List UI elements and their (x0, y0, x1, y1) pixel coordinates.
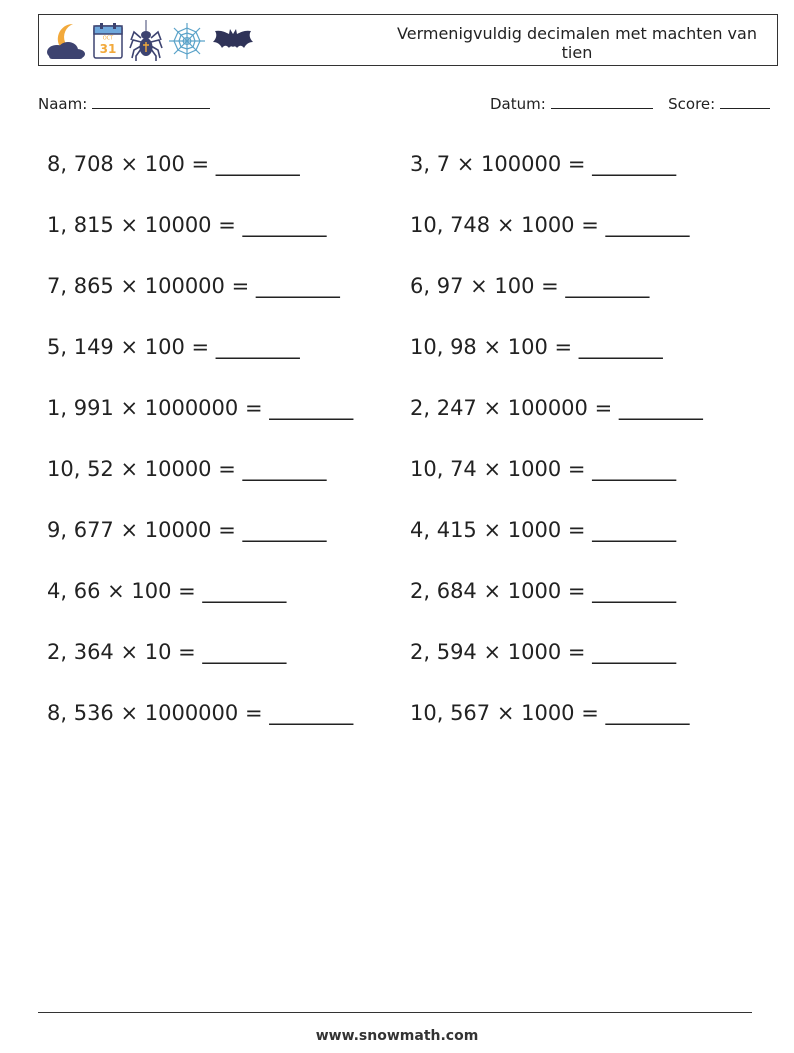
problem-right-5: 2, 247 × 100000 = ________ (410, 396, 703, 420)
problem-left-6: 10, 52 × 10000 = ________ (47, 457, 327, 481)
calendar-oct-31-icon (91, 20, 125, 62)
problem-left-4: 5, 149 × 100 = ________ (47, 335, 300, 359)
problem-left-3: 7, 865 × 100000 = ________ (47, 274, 340, 298)
calendar-month-text: OCT (102, 35, 114, 42)
spiderweb-icon (167, 20, 207, 62)
bat-icon (211, 20, 255, 62)
worksheet-title: Vermenigvuldig decimalen met machten van tien (397, 24, 757, 62)
problem-right-8: 2, 684 × 1000 = ________ (410, 579, 677, 603)
problem-right-2: 10, 748 × 1000 = ________ (410, 213, 690, 237)
header-icons (43, 20, 255, 62)
problem-left-8: 4, 66 × 100 = ________ (47, 579, 287, 603)
name-field (38, 94, 210, 113)
problem-left-9: 2, 364 × 10 = ________ (47, 640, 287, 664)
problem-right-7: 4, 415 × 1000 = ________ (410, 518, 677, 542)
header-box (38, 14, 778, 66)
footer-url[interactable]: www.snowmath.com (315, 1028, 479, 1044)
score-blank[interactable] (720, 94, 770, 109)
problem-right-1: 3, 7 × 100000 = ________ (410, 152, 677, 176)
date-blank[interactable] (551, 94, 653, 109)
problem-right-4: 10, 98 × 100 = ________ (410, 335, 663, 359)
date-score-fields (490, 94, 770, 113)
problem-left-5: 1, 991 × 1000000 = ________ (47, 396, 354, 420)
problem-right-9: 2, 594 × 1000 = ________ (410, 640, 677, 664)
score-label: Score: (668, 95, 716, 113)
name-blank[interactable] (92, 94, 210, 109)
problem-left-2: 1, 815 × 10000 = ________ (47, 213, 327, 237)
moon-cloud-icon (43, 20, 87, 62)
date-label: Datum: (490, 95, 546, 113)
name-label: Naam: (38, 95, 88, 113)
footer-divider (38, 1012, 752, 1013)
problem-right-10: 10, 567 × 1000 = ________ (410, 701, 690, 725)
problem-left-10: 8, 536 × 1000000 = ________ (47, 701, 354, 725)
spider-icon (129, 20, 163, 62)
problem-right-6: 10, 74 × 1000 = ________ (410, 457, 677, 481)
calendar-day-text: 31 (99, 42, 117, 56)
problem-left-7: 9, 677 × 10000 = ________ (47, 518, 327, 542)
problem-right-3: 6, 97 × 100 = ________ (410, 274, 650, 298)
problem-left-1: 8, 708 × 100 = ________ (47, 152, 300, 176)
